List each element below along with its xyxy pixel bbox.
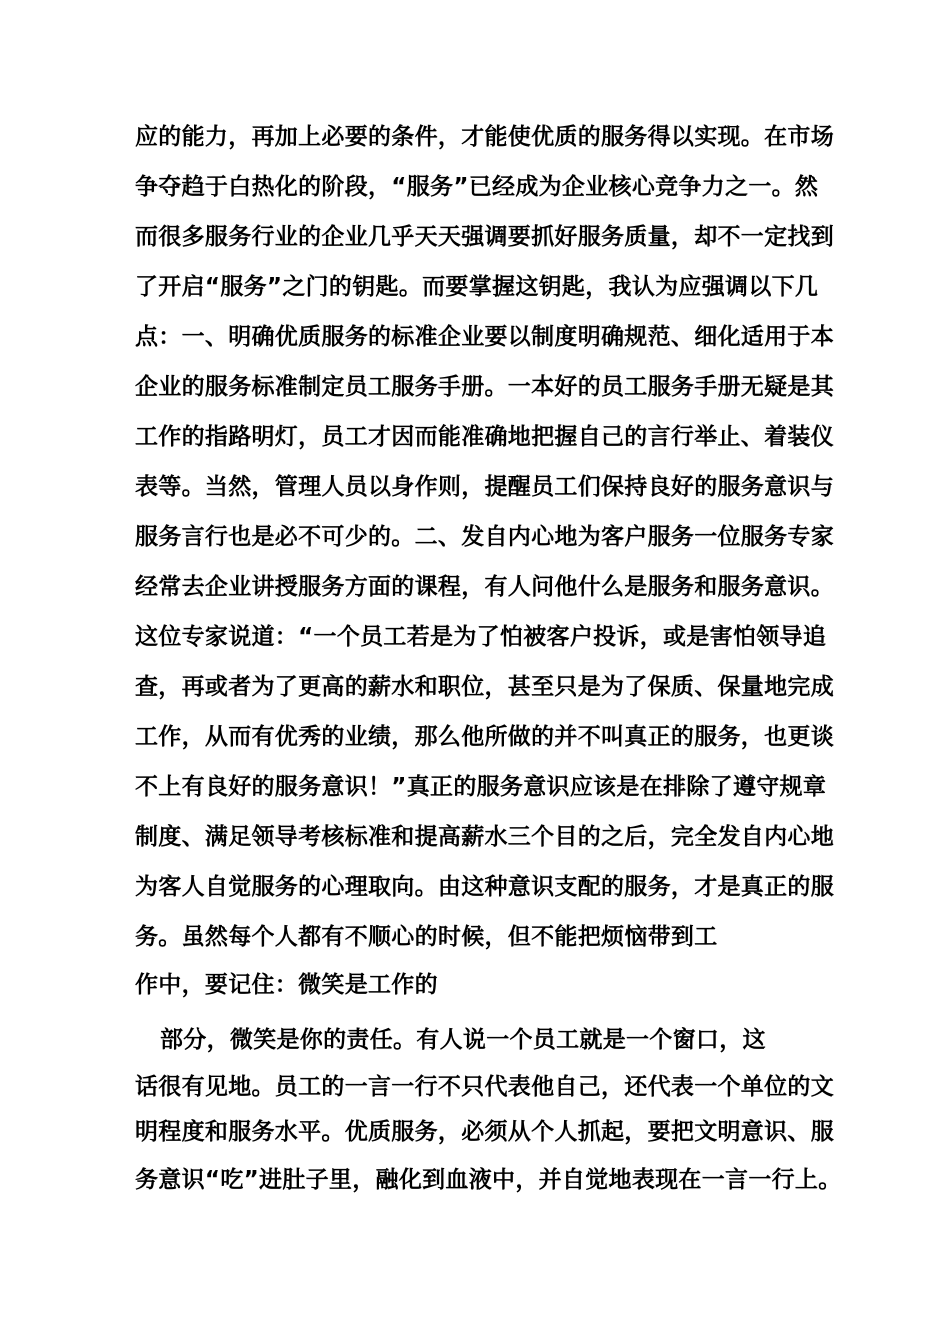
text-line-21: 明程度和服务水平。优质服务，必须从个人抓起，要把文明意识、服 — [135, 1119, 834, 1145]
text-line-7: 工作的指路明灯，员工才因而能准确地把握自己的言行举止、着装仪 — [135, 424, 834, 450]
text-line-20: 话很有见地。员工的一言一行不只代表他自己，还代表一个单位的文 — [135, 1074, 834, 1100]
text-line-4: 了开启“服务”之门的钥匙。而要掌握这钥匙，我认为应强调以下几 — [135, 274, 819, 300]
text-line-22: 务意识“吃”进肚子里，融化到血液中，并自觉地表现在一言一行上。 — [135, 1167, 842, 1193]
text-line-13: 工作，从而有优秀的业绩，那么他所做的并不叫真正的服务，也更谈 — [135, 724, 834, 750]
text-line-17: 务。虽然每个人都有不顺心的时候，但不能把烦恼带到工 — [135, 924, 718, 950]
text-line-19: 部分，微笑是你的责任。有人说一个员工就是一个窗口，这 — [160, 1027, 766, 1053]
text-line-14: 不上有良好的服务意识！”真正的服务意识应该是在排除了遵守规章 — [135, 774, 827, 800]
text-line-1: 应的能力，再加上必要的条件，才能使优质的服务得以实现。在市场 — [135, 124, 834, 150]
text-line-6: 企业的服务标准制定员工服务手册。一本好的员工服务手册无疑是其 — [135, 374, 834, 400]
text-line-8: 表等。当然，管理人员以身作则，提醒员工们保持良好的服务意识与 — [135, 474, 834, 500]
text-line-11: 这位专家说道：“一个员工若是为了怕被客户投诉，或是害怕领导追 — [135, 624, 827, 650]
text-line-5: 点：一、明确优质服务的标准企业要以制度明确规范、细化适用于本 — [135, 324, 834, 350]
text-line-12: 查，再或者为了更高的薪水和职位，甚至只是为了保质、保量地完成 — [135, 674, 834, 700]
text-line-15: 制度、满足领导考核标准和提高薪水三个目的之后，完全发自内心地 — [135, 824, 834, 850]
text-line-18: 作中，要记住：微笑是工作的 — [135, 972, 438, 998]
text-line-10: 经常去企业讲授服务方面的课程，有人问他什么是服务和服务意识。 — [135, 574, 834, 600]
text-line-2: 争夺趋于白热化的阶段，“服务”已经成为企业核心竞争力之一。然 — [135, 174, 819, 200]
text-line-9: 服务言行也是必不可少的。二、发自内心地为客户服务一位服务专家 — [135, 524, 834, 550]
text-line-16: 为客人自觉服务的心理取向。由这种意识支配的服务，才是真正的服 — [135, 874, 834, 900]
text-line-3: 而很多服务行业的企业几乎天天强调要抓好服务质量，却不一定找到 — [135, 224, 834, 250]
